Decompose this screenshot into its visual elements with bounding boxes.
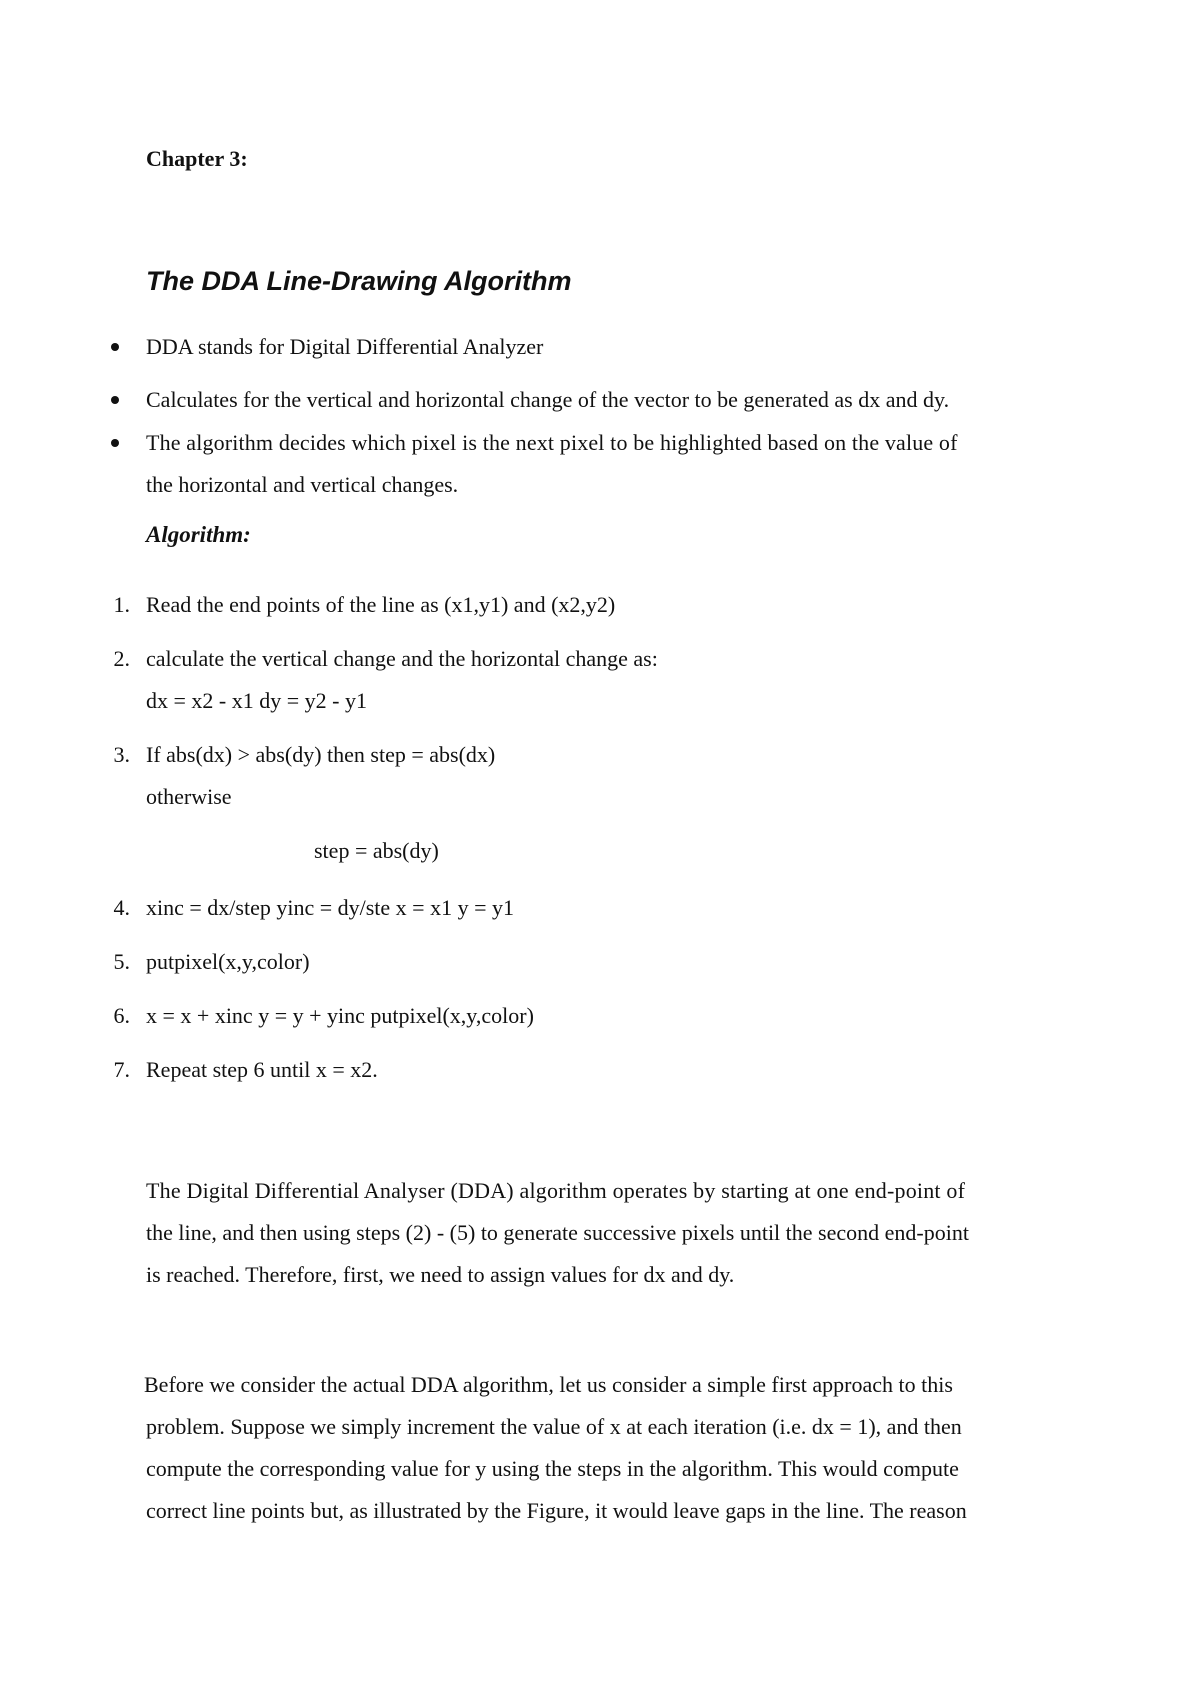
bullet-item: DDA stands for Digital Differential Analyzer bbox=[146, 334, 544, 359]
paragraph-line: the line, and then using steps (2) - (5) to generate successive pixels until the second end-point bbox=[146, 1220, 969, 1245]
chapter-heading: Chapter 3: bbox=[146, 146, 248, 171]
step-number: 5. bbox=[113, 949, 130, 974]
step-text: step = abs(dy) bbox=[314, 838, 439, 863]
algorithm-heading: Algorithm: bbox=[146, 522, 251, 547]
bullet-item: Calculates for the vertical and horizontal change of the vector to be generated as dx and dy. bbox=[146, 387, 950, 412]
bullet-dot-icon bbox=[111, 343, 119, 351]
step-text: Repeat step 6 until x = x2. bbox=[146, 1057, 378, 1082]
paragraph-line: is reached. Therefore, first, we need to assign values for dx and dy. bbox=[146, 1262, 735, 1287]
step-text: Read the end points of the line as (x1,y1) and (x2,y2) bbox=[146, 592, 616, 617]
paragraph-line: correct line points but, as illustrated by the Figure, it would leave gaps in the line. The reason bbox=[146, 1498, 967, 1523]
step-number: 3. bbox=[113, 742, 130, 767]
step-text: putpixel(x,y,color) bbox=[146, 949, 310, 974]
bullet-dot-icon bbox=[111, 396, 119, 404]
step-number: 2. bbox=[113, 646, 130, 671]
paragraph-line: The Digital Differential Analyser (DDA) algorithm operates by starting at one end-point of bbox=[146, 1178, 966, 1203]
step-number: 6. bbox=[113, 1003, 130, 1028]
step-text: calculate the vertical change and the horizontal change as: bbox=[146, 646, 658, 671]
paragraph-line: Before we consider the actual DDA algorithm, let us consider a simple first approach to this bbox=[144, 1372, 953, 1397]
paragraph-line: problem. Suppose we simply increment the value of x at each iteration (i.e. dx = 1), and then bbox=[146, 1414, 962, 1439]
step-text: dx = x2 - x1 dy = y2 - y1 bbox=[146, 688, 367, 713]
step-text: otherwise bbox=[146, 784, 232, 809]
page-title: The DDA Line-Drawing Algorithm bbox=[146, 266, 572, 296]
bullet-item-continuation: the horizontal and vertical changes. bbox=[146, 472, 459, 497]
step-number: 4. bbox=[113, 895, 130, 920]
step-number: 1. bbox=[113, 592, 130, 617]
bullet-item: The algorithm decides which pixel is the next pixel to be highlighted based on the value of bbox=[146, 430, 958, 455]
step-text: If abs(dx) > abs(dy) then step = abs(dx) bbox=[146, 742, 496, 767]
step-text: xinc = dx/step yinc = dy/ste x = x1 y = y1 bbox=[146, 895, 514, 920]
step-number: 7. bbox=[113, 1057, 130, 1082]
paragraph-line: compute the corresponding value for y using the steps in the algorithm. This would compute bbox=[146, 1456, 959, 1481]
step-text: x = x + xinc y = y + yinc putpixel(x,y,color) bbox=[146, 1003, 534, 1028]
bullet-dot-icon bbox=[111, 439, 119, 447]
